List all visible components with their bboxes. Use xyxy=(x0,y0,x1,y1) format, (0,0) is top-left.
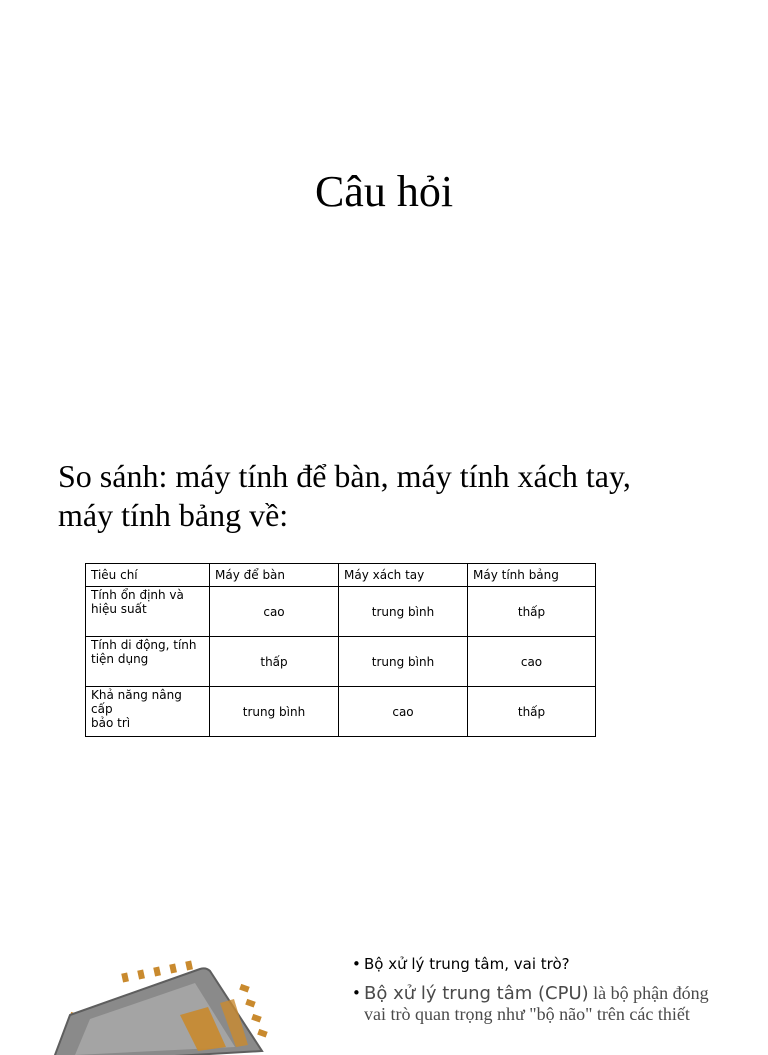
row-criterion xyxy=(86,637,210,687)
bullet-text: là bộ phận đóng xyxy=(588,983,709,1003)
criterion-line: Tính di động, tính xyxy=(91,638,197,652)
table-row xyxy=(86,637,596,687)
criterion-line: hiệu suất xyxy=(91,602,147,616)
bullet-term: Bộ xử lý trung tâm (CPU) xyxy=(364,983,589,1004)
table-cell: trung bình xyxy=(339,587,468,637)
criterion-line: bảo trì xyxy=(91,716,131,730)
table-cell: thấp xyxy=(468,687,596,737)
list-item xyxy=(352,983,752,1025)
header-tablet: Máy tính bảng xyxy=(468,564,596,587)
bullet-text: vai trò quan trọng như "bộ não" trên các thiết xyxy=(364,1004,690,1024)
table-row xyxy=(86,687,596,737)
table-cell: trung bình xyxy=(339,637,468,687)
cpu-chip-icon xyxy=(30,955,290,1055)
bullet-list xyxy=(352,953,752,1025)
question-line-1: So sánh: máy tính để bàn, máy tính xách tay, xyxy=(58,458,631,494)
table-cell: thấp xyxy=(210,637,339,687)
criterion-line: tiện dụng xyxy=(91,652,149,666)
row-criterion xyxy=(86,687,210,737)
row-criterion xyxy=(86,587,210,637)
table-cell: trung bình xyxy=(210,687,339,737)
bullet-text: Bộ xử lý trung tâm, vai trò? xyxy=(364,955,570,973)
slide-title: Câu hỏi xyxy=(314,167,454,216)
table-cell: thấp xyxy=(468,587,596,637)
question-heading xyxy=(58,457,738,535)
table-cell: cao xyxy=(339,687,468,737)
comparison-table xyxy=(85,563,596,737)
table-cell: cao xyxy=(210,587,339,637)
header-desktop: Máy để bàn xyxy=(210,564,339,587)
bullet-glyph: • xyxy=(352,984,361,1002)
header-laptop: Máy xách tay xyxy=(339,564,468,587)
criterion-line: Tính ổn định và xyxy=(91,588,184,602)
question-line-2: máy tính bảng về: xyxy=(58,497,289,533)
table-cell: cao xyxy=(468,637,596,687)
table-row xyxy=(86,587,596,637)
table-header-row xyxy=(86,564,596,587)
bullet-glyph: • xyxy=(352,955,361,973)
criterion-line: Khả năng nâng cấp xyxy=(91,688,182,716)
list-item xyxy=(352,953,752,975)
header-criterion: Tiêu chí xyxy=(86,564,210,587)
